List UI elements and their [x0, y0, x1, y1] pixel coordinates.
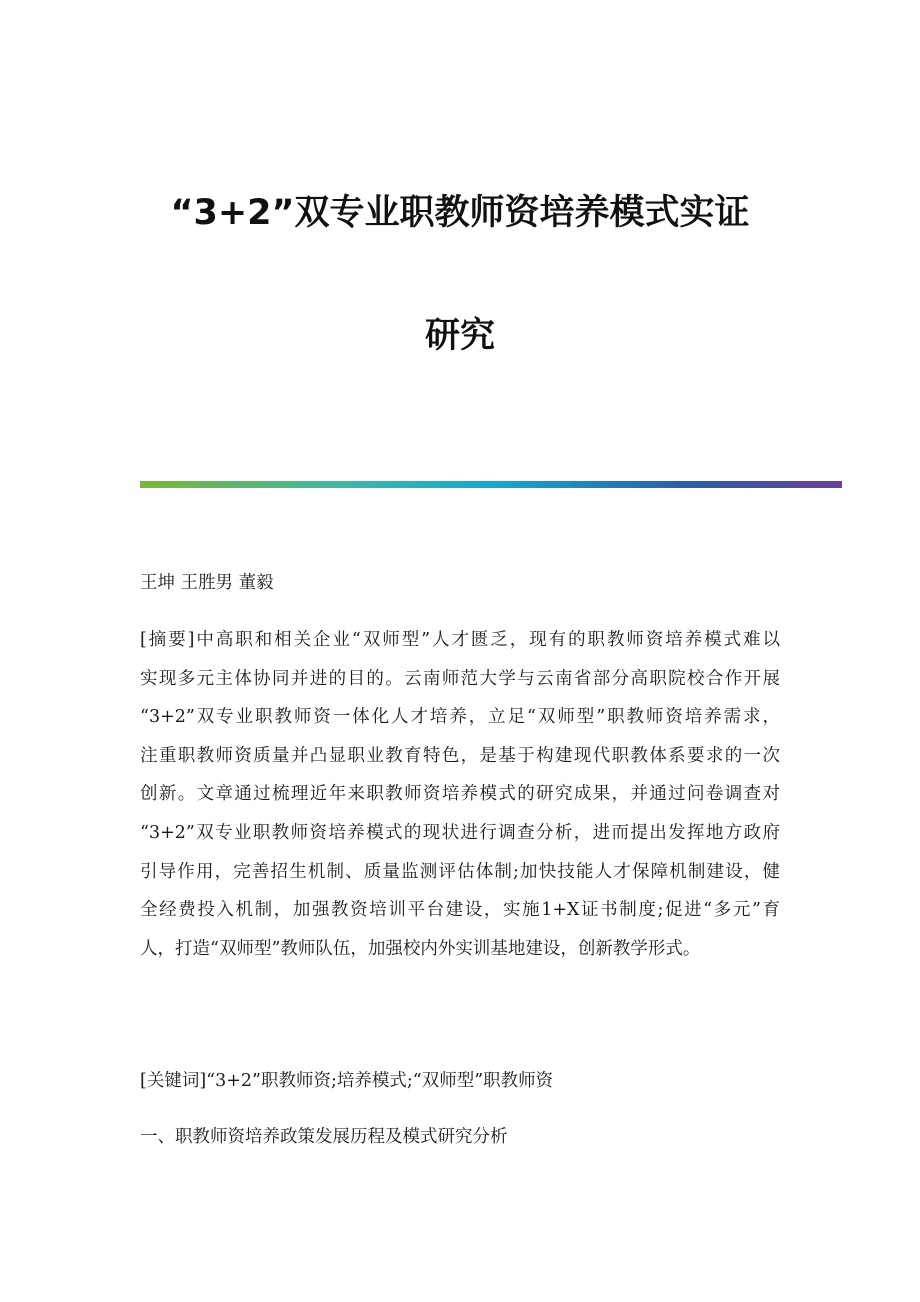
abstract-line: 实现多元主体协同并进的目的。云南师范大学与云南省部分高职院校合作开展 [140, 668, 780, 689]
abstract-line: “3+2”双专业职教师资一体化人才培养，立足“双师型”职教师资培养需求， [140, 707, 780, 728]
author-list: 王坤 王胜男 董毅 [140, 573, 274, 593]
abstract-line: 创新。文章通过梳理近年来职教师资培养模式的研究成果，并通过问卷调查对 [140, 784, 780, 805]
abstract-line: 全经费投入机制，加强教资培训平台建设，实施1+X证书制度;促进“多元”育 [140, 900, 780, 921]
abstract-line: [摘要]中高职和相关企业“双师型”人才匮乏，现有的职教师资培养模式难以 [140, 630, 780, 650]
abstract-line: 人，打造“双师型”教师队伍，加强校内外实训基地建设，创新教学形式。 [140, 938, 701, 959]
keywords: [关键词]“3+2”职教师资;培养模式;“双师型”职教师资 [140, 1071, 554, 1091]
document-title-line-1: “3+2”双专业职教师资培养模式实证 [170, 193, 750, 233]
abstract-line: 注重职教师资质量并凸显职业教育特色，是基于构建现代职教体系要求的一次 [140, 745, 780, 766]
document-title-line-2: 研究 [424, 316, 495, 356]
abstract [140, 621, 780, 968]
abstract-line: 引导作用，完善招生机制、质量监测评估体制;加快技能人才保障机制建设，健 [140, 861, 780, 882]
title-divider [140, 481, 842, 488]
abstract-line: “3+2”双专业职教师资培养模式的现状进行调查分析，进而提出发挥地方政府 [140, 822, 780, 843]
section-heading: 一、职教师资培养政策发展历程及模式研究分析 [140, 1127, 508, 1147]
